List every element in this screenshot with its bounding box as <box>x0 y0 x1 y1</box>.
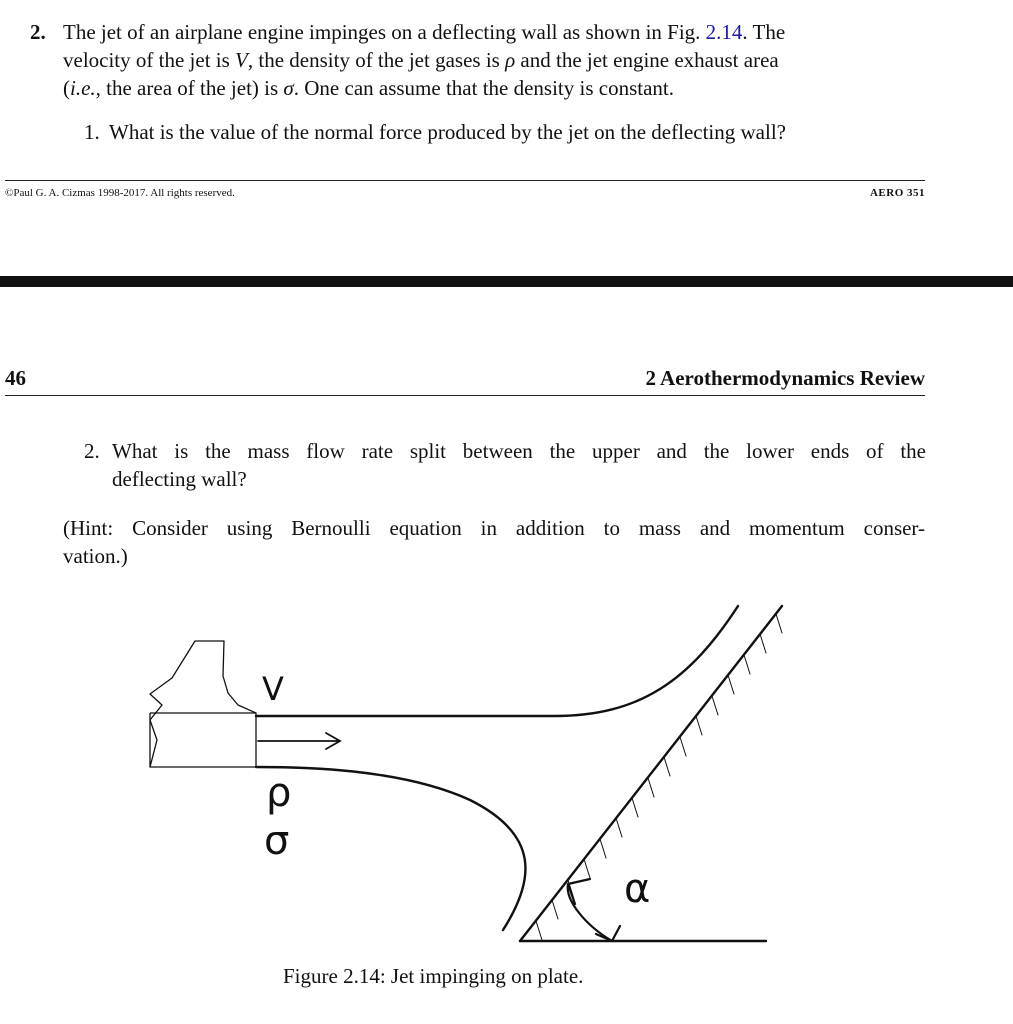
velocity-arrow <box>258 733 340 749</box>
problem-line-2: velocity of the jet is V, the density of the jet gases is ρ and the jet engine exhaust area <box>63 48 779 72</box>
question-2-line-2: deflecting wall? <box>112 467 247 491</box>
figure-caption: Figure 2.14: Jet impinging on plate. <box>283 964 584 988</box>
symbol-rho: ρ <box>505 48 516 72</box>
problem-line-1: The jet of an airplane engine impinges on a deflecting wall as shown in Fig. 2.14. The <box>63 20 786 44</box>
question-1-number: 1. <box>84 120 100 144</box>
jet-figure <box>0 590 1013 960</box>
label-velocity: V <box>262 670 284 708</box>
page-number: 46 <box>5 366 26 390</box>
hint-line-1: (Hint: Consider using Bernoulli equation in addition to mass and momentum conser- <box>63 516 925 540</box>
angle-arc <box>568 884 612 941</box>
footer-course: AERO 351 <box>869 187 925 199</box>
hint-line-2: vation.) <box>63 544 128 568</box>
problem-line-3: (i.e., the area of the jet) is σ. One can assume that the density is constant. <box>63 76 675 100</box>
chapter-title: 2 Aerothermodynamics Review <box>645 366 925 390</box>
wall-hatching <box>536 614 782 940</box>
hint-paragraph <box>63 514 925 570</box>
question-2 <box>84 437 926 493</box>
page-separator <box>0 276 1013 287</box>
problem-paragraph <box>30 18 925 102</box>
problem-number: 2. <box>30 20 46 44</box>
footer-rule <box>5 180 925 181</box>
question-2-number: 2. <box>84 439 100 463</box>
header-rule <box>5 395 925 396</box>
question-1 <box>84 118 926 146</box>
deflecting-wall <box>520 606 782 941</box>
engine-nacelle <box>150 641 256 767</box>
copyright-symbol: © <box>5 187 14 199</box>
jet-lower-boundary <box>256 767 525 930</box>
question-1-text: What is the value of the normal force produced by the jet on the deflecting wall? <box>109 120 786 144</box>
label-density: ρ <box>266 770 292 816</box>
label-area: σ <box>264 818 290 864</box>
question-2-line-1: What is the mass flow rate split between the upper and the lower ends of the <box>112 439 926 463</box>
footer-copyright: ©Paul G. A. Cizmas 1998-2017. All rights reserved. <box>5 187 235 199</box>
symbol-sigma: σ <box>283 76 294 100</box>
figure-reference-link[interactable]: 2.14 <box>705 20 743 44</box>
label-angle: α <box>624 866 651 912</box>
jet-upper-boundary <box>256 606 738 716</box>
symbol-v: V <box>235 48 248 72</box>
